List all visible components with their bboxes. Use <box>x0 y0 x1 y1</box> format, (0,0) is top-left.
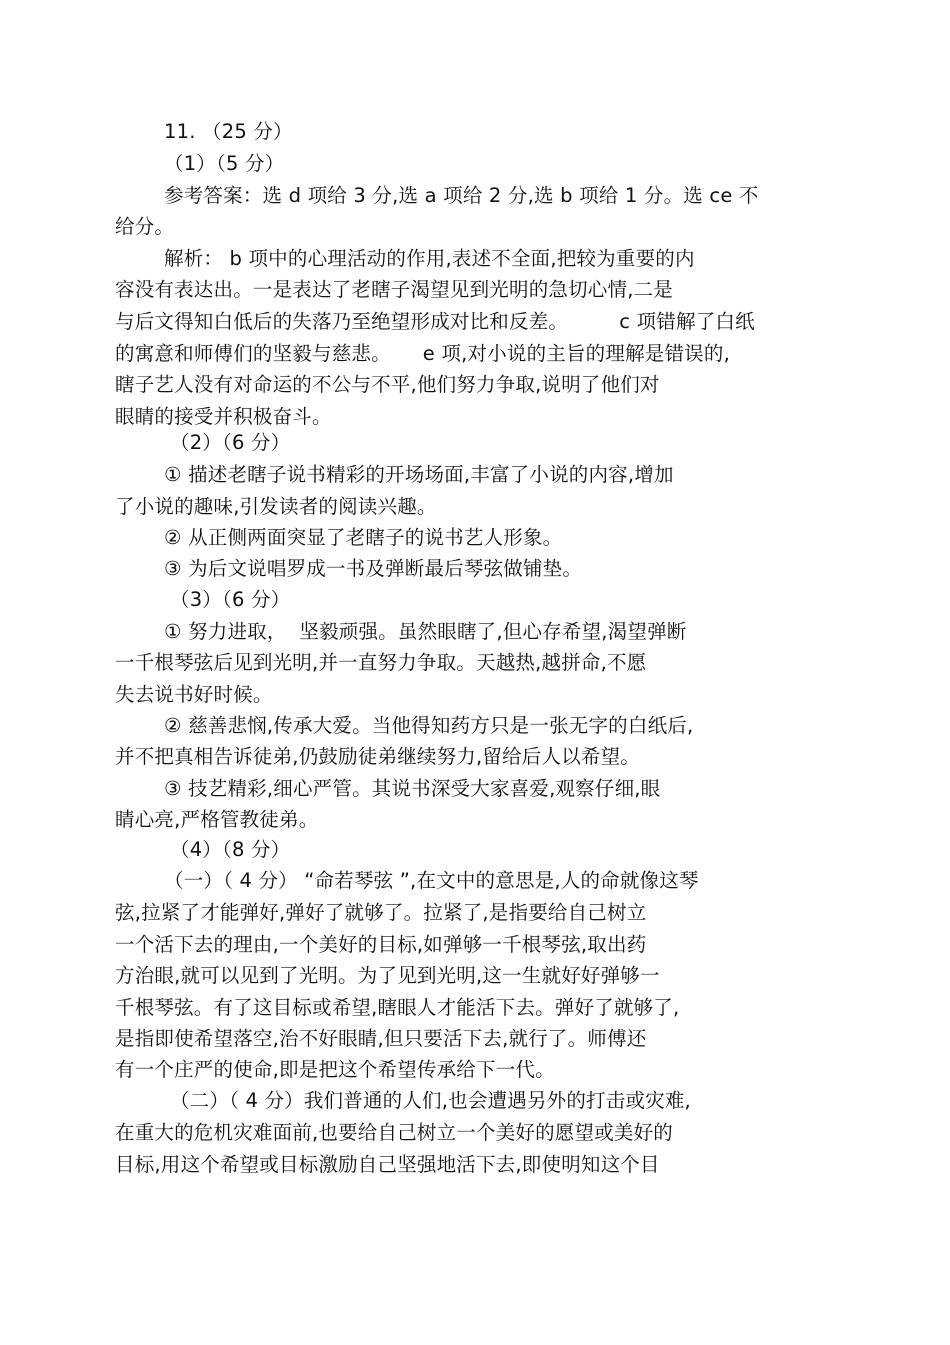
answer-line: 失去说书好时候。 <box>115 683 273 706</box>
answer-line: （一）（ 4 分） “命若琴弦 ”,在文中的意思是,人的命就像这琴 <box>164 869 699 892</box>
answer-line: ② 从正侧两面突显了老瞎子的说书艺人形象。 <box>164 526 563 549</box>
answer-line: 一个活下去的理由,一个美好的目标,如弹够一千根琴弦,取出药 <box>115 933 647 956</box>
answer-line: 给分。 <box>115 215 175 238</box>
analysis-line: 瞎子艺人没有对命运的不公与不平,他们努力争取,说明了他们对 <box>115 373 660 396</box>
answer-line: ② 慈善悲悯,传承大爱。当他得知药方只是一张无字的白纸后, <box>164 714 694 737</box>
analysis-line: 的寓意和师傅们的坚毅与慈悲。 e 项,对小说的主旨的理解是错误的, <box>115 342 730 365</box>
analysis-line: 解析： b 项中的心理活动的作用,表述不全面,把较为重要的内 <box>164 247 695 270</box>
analysis-line: 与后文得知白低后的失落乃至绝望形成对比和反差。 c 项错解了白纸 <box>115 310 755 333</box>
question-heading: 11. （25 分） <box>164 120 293 143</box>
answer-line: 了小说的趣味,引发读者的阅读兴趣。 <box>115 495 437 518</box>
sub-question-heading: （1）（5 分） <box>164 152 285 175</box>
answer-line: 是指即使希望落空,治不好眼睛,但只要活下去,就行了。师傅还 <box>115 1027 647 1050</box>
answer-line: 参考答案：选 d 项给 3 分,选 a 项给 2 分,选 b 项给 1 分。选 ce 不 <box>164 184 759 207</box>
answer-line: （二）（ 4 分）我们普通的人们,也会遭遇另外的打击或灾难, <box>170 1089 691 1112</box>
answer-line: 在重大的危机灾难面前,也要给自己树立一个美好的愿望或美好的 <box>115 1121 673 1144</box>
answer-line: 睛心亮,严格管教徒弟。 <box>115 808 319 831</box>
analysis-line: 容没有表达出。一是表达了老瞎子渴望见到光明的急切心情,二是 <box>115 278 673 301</box>
answer-line: 方治眼,就可以见到了光明。为了见到光明,这一生就好好弹够一 <box>115 964 660 987</box>
analysis-line: 眼睛的接受并积极奋斗。 <box>115 405 332 428</box>
answer-line: 弦,拉紧了才能弹好,弹好了就够了。拉紧了,是指要给自己树立 <box>115 901 647 924</box>
answer-line: ① 描述老瞎子说书精彩的开场场面,丰富了小说的内容,增加 <box>164 463 674 486</box>
answer-line: ③ 技艺精彩,细心严管。其说书深受大家喜爱,观察仔细,眼 <box>164 777 661 800</box>
answer-line: ① 努力进取， 坚毅顽强。虽然眼瞎了,但心存希望,渴望弹断 <box>164 620 687 643</box>
answer-line: 目标,用这个希望或目标激励自己坚强地活下去,即使明知这个目 <box>115 1153 660 1176</box>
answer-line: 有一个庄严的使命,即是把这个希望传承给下一代。 <box>115 1058 555 1081</box>
answer-line: ③ 为后文说唱罗成一书及弹断最后琴弦做铺垫。 <box>164 557 583 580</box>
sub-question-heading: （2）（6 分） <box>170 431 291 454</box>
sub-question-heading: （4）（8 分） <box>170 838 291 861</box>
answer-line: 并不把真相告诉徒弟,仍鼓励徒弟继续努力,留给后人以希望。 <box>115 745 640 768</box>
answer-line: 千根琴弦。有了这目标或希望,瞎眼人才能活下去。弹好了就够了, <box>115 996 680 1019</box>
sub-question-heading: （3）（6 分） <box>170 588 291 611</box>
answer-line: 一千根琴弦后见到光明,并一直努力争取。天越热,越拼命,不愿 <box>115 651 647 674</box>
